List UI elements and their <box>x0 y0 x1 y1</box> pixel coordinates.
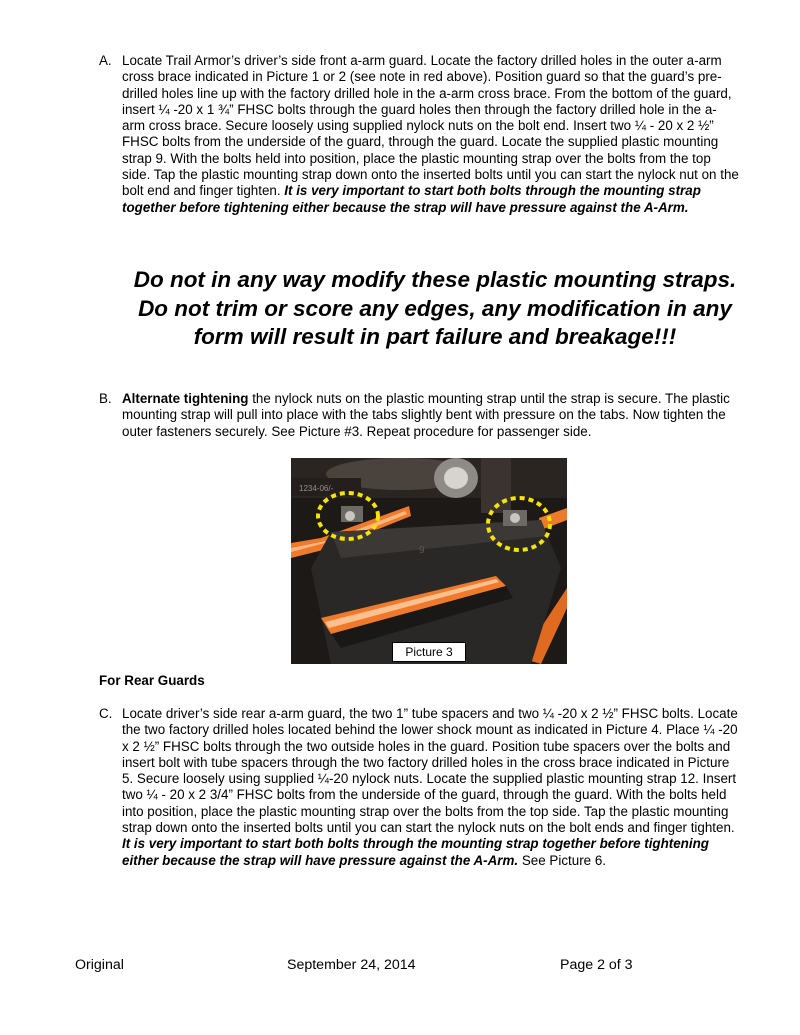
step-a-text: Locate Trail Armor’s driver’s side front a-arm guard. Locate the factory drilled holes in the outer a-arm cross brace indicated in Picture 1 or 2 (see note in red above). Position guard so that the guard’s pre-drilled holes line up with the factory drilled hole in the a-arm cross brace. From the bottom of the guard, insert ¼ -20 x 1 ¾” FHSC bolts through the guard holes then through the factory drilled hole in the a-arm cross brace. Secure loosely using supplied nylock nuts on the bolt end. Insert two ¼ - 20 x 2 ½” FHSC bolts from the underside of the guard, through the guard. Locate the supplied plastic mounting strap 9. With the bolts held into position, place the plastic mounting strap over the bolts from the top side. Tap the plastic mounting strap down onto the inserted bolts until you can start the nylock nut on the bolt end and finger tighten. <box>122 53 739 199</box>
step-c-emphasis: It is very important to start both bolts through the mounting strap together before tightening either because the strap will have pressure against the A-Arm. <box>122 836 709 868</box>
step-b-body <box>122 391 739 440</box>
footer-version: Original <box>75 957 124 973</box>
step-a-body <box>122 53 739 216</box>
step-b-text: the nylock nuts on the plastic mounting strap until the strap is secure. The plastic mounting strap will pull into place with the tabs slightly bent with pressure on the tabs. Now tighten the outer fasteners securely. See Picture #3. Repeat procedure for passenger side. <box>122 391 730 439</box>
picture-3-part-label: 1234-06/- <box>299 484 334 493</box>
step-c-letter: C. <box>99 706 113 721</box>
footer-page-number: Page 2 of 3 <box>560 957 633 973</box>
rear-guards-heading: For Rear Guards <box>99 673 205 688</box>
picture-3-photo <box>291 458 567 664</box>
svg-text:9: 9 <box>419 545 425 556</box>
picture-3-caption: Picture 3 <box>392 642 466 662</box>
footer-date: September 24, 2014 <box>287 957 416 973</box>
step-a <box>99 53 739 216</box>
step-b-lead: Alternate tightening <box>122 391 249 406</box>
step-c <box>99 706 739 869</box>
picture-3-illustration <box>291 458 567 664</box>
step-b-letter: B. <box>99 391 112 406</box>
step-c-text: Locate driver’s side rear a-arm guard, the two 1” tube spacers and two ¼ -20 x 2 ½” FHSC bolts. Locate the two factory drilled holes located behind the lower shock mount as indicated in Picture 4. Place ¼ -20 x 2 ½” FHSC bolts through the two outside holes in the guard. Position tube spacers over the bolts and insert bolt with tube spacers through the two factory drilled holes in the cross brace indicated in Picture 5. Secure loosely using supplied ¼-20 nylock nuts. Locate the supplied plastic mounting strap 12. Insert two ¼ - 20 x 2 3/4” FHSC bolts from the underside of the guard, through the guard. With the bolts held into position, place the plastic mounting strap over the bolts from the top side. Tap the plastic mounting strap down onto the inserted bolts until you can start the nylock nuts on the bolt ends and finger tighten. <box>122 706 738 836</box>
step-a-emphasis: It is very important to start both bolts through the mounting strap together before tightening either because the strap will have pressure against the A-Arm. <box>122 183 701 215</box>
step-c-body <box>122 706 739 869</box>
step-b <box>99 391 739 440</box>
step-c-trailing: See Picture 6. <box>518 852 606 868</box>
step-a-letter: A. <box>99 53 112 68</box>
modification-warning: Do not in any way modify these plastic mounting straps. Do not trim or score any edges, any modification in any form will result in part failure and breakage!!! <box>133 267 737 349</box>
